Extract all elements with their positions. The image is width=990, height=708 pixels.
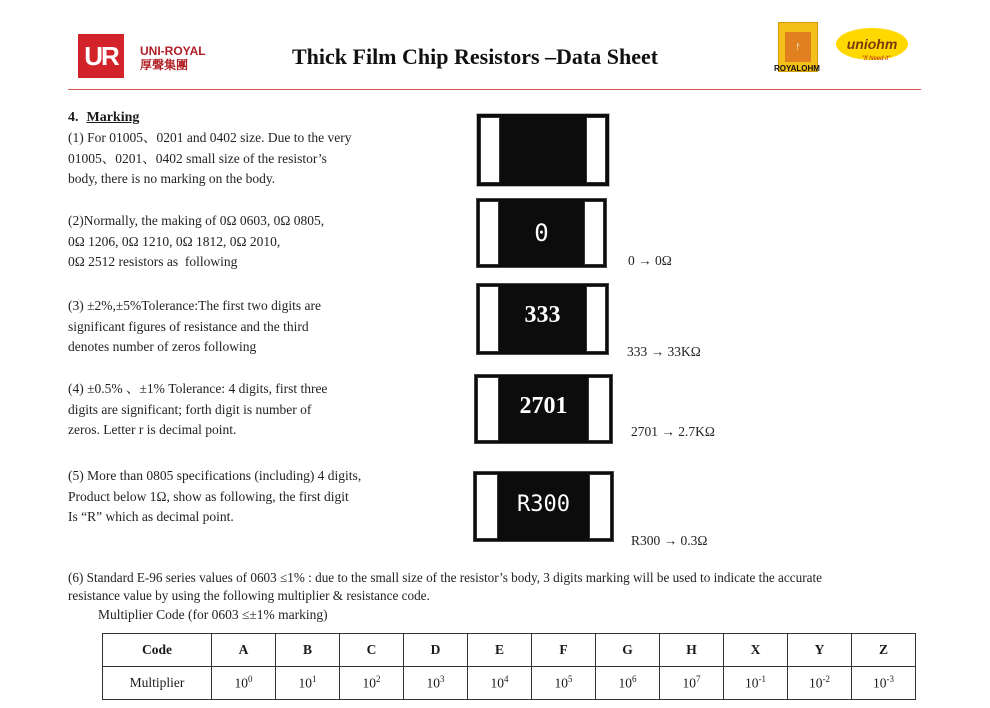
item-4-text: (4) ±0.5% 、±1% Tolerance: 4 digits, first three digits are significant; forth digit is number of zeros. Letter r is decimal point. [68, 381, 328, 437]
multiplier-cell [788, 667, 852, 700]
multiplier-exponent: 7 [696, 674, 701, 685]
code-cell: D [404, 634, 468, 667]
multiplier-exponent: 4 [504, 674, 509, 685]
table-row-multiplier [103, 667, 916, 700]
multiplier-code-table [102, 633, 916, 700]
chip-mark-text: R300 [517, 492, 570, 517]
chip-terminal-right [586, 117, 606, 183]
uniroyal-brand-en: UNI-ROYAL [140, 44, 206, 58]
code-cell: X [724, 634, 788, 667]
chip-marking-r300 [473, 471, 614, 542]
multiplier-exponent: 3 [440, 674, 445, 685]
multiplier-cell [532, 667, 596, 700]
section-heading [68, 110, 139, 126]
multiplier-exponent: 5 [568, 674, 573, 685]
item-3-example: 333 → 33KΩ [627, 344, 701, 359]
multiplier-cell [404, 667, 468, 700]
multiplier-cell [212, 667, 276, 700]
code-cell: Y [788, 634, 852, 667]
multiplier-exponent: 0 [248, 674, 253, 685]
code-cell: F [532, 634, 596, 667]
multiplier-base: 10 [873, 675, 887, 691]
royalohm-emblem: ᚠ [785, 32, 811, 62]
document-title: Thick Film Chip Resistors –Data Sheet [292, 44, 659, 69]
uniroyal-brand [140, 44, 206, 72]
multiplier-base: 10 [618, 675, 632, 691]
multiplier-table-caption: Multiplier Code (for 0603 ≤±1% marking) [98, 607, 328, 622]
multiplier-exponent: 6 [632, 674, 637, 685]
code-cell: E [468, 634, 532, 667]
item-5-text: (5) More than 0805 specifications (including) 4 digits, Product below 1Ω, show as following, the first digit Is “R” which as decimal point. [68, 468, 362, 524]
code-cell: G [596, 634, 660, 667]
item-6-text-line2: resistance value by using the following multiplier & resistance code. [68, 588, 430, 603]
row-header-multiplier: Multiplier [103, 667, 212, 700]
item-2-text: (2)Normally, the making of 0Ω 0603, 0Ω 0805, 0Ω 1206, 0Ω 1210, 0Ω 1812, 0Ω 2010, 0Ω 2512 resistors as following [68, 213, 325, 269]
multiplier-base: 10 [298, 675, 312, 691]
row-header-code: Code [103, 634, 212, 667]
multiplier-exponent: 1 [312, 674, 317, 685]
uniohm-tagline: "If Need it" [862, 56, 891, 62]
multiplier-exponent: 2 [376, 674, 381, 685]
header-divider [68, 89, 921, 90]
multiplier-base: 10 [682, 675, 696, 691]
chip-marking-2701 [474, 374, 613, 444]
chip-marking-0 [476, 198, 607, 268]
chip-marking-333 [476, 283, 609, 355]
multiplier-cell [468, 667, 532, 700]
item-3-text: (3) ±2%,±5%Tolerance:The first two digits are significant figures of resistance and the third denotes number of zeros following [68, 298, 322, 354]
multiplier-cell [724, 667, 788, 700]
section-number: 4. [68, 110, 79, 125]
multiplier-base: 10 [362, 675, 376, 691]
multiplier-exponent: -3 [886, 674, 894, 685]
multiplier-base: 10 [554, 675, 568, 691]
multiplier-base: 10 [426, 675, 440, 691]
chip-terminal-left [480, 117, 500, 183]
chip-mark-text: 333 [524, 302, 561, 328]
multiplier-cell [340, 667, 404, 700]
uniroyal-brand-cn: 厚聲集團 [140, 58, 189, 72]
section-title: Marking [86, 110, 140, 125]
chip-no-marking [476, 113, 610, 187]
multiplier-base: 10 [809, 675, 823, 691]
multiplier-base: 10 [234, 675, 248, 691]
multiplier-exponent: -2 [822, 674, 830, 685]
code-cell: A [212, 634, 276, 667]
chip-mark-text: 2701 [519, 393, 568, 419]
code-cell: C [340, 634, 404, 667]
multiplier-base: 10 [490, 675, 504, 691]
item-4-example: 2701 → 2.7KΩ [631, 424, 715, 439]
ur-logo [78, 34, 124, 78]
ur-logo-text: UR [84, 40, 118, 71]
multiplier-exponent: -1 [758, 674, 766, 685]
code-cell: Z [852, 634, 916, 667]
table-row-code [103, 634, 916, 667]
uniohm-logo: uniohm [836, 28, 908, 60]
multiplier-base: 10 [745, 675, 759, 691]
multiplier-cell [852, 667, 916, 700]
multiplier-cell [660, 667, 724, 700]
royalohm-label: ROYALOHM [774, 64, 820, 73]
item-1-text: (1) For 01005、0201 and 0402 size. Due to the very 01005、0201、0402 small size of the resistor’s body, there is no marking on the body. [68, 130, 352, 186]
item-6-text-line1: (6) Standard E-96 series values of 0603 ≤1% : due to the small size of the resistor’s body, 3 digits marking will be used to indicate the accurate [68, 570, 822, 585]
multiplier-cell [596, 667, 660, 700]
code-cell: B [276, 634, 340, 667]
multiplier-cell [276, 667, 340, 700]
item-2-example: 0 → 0Ω [628, 253, 672, 268]
chip-mark-text: 0 [534, 219, 549, 247]
code-cell: H [660, 634, 724, 667]
item-5-example: R300 → 0.3Ω [631, 533, 708, 548]
